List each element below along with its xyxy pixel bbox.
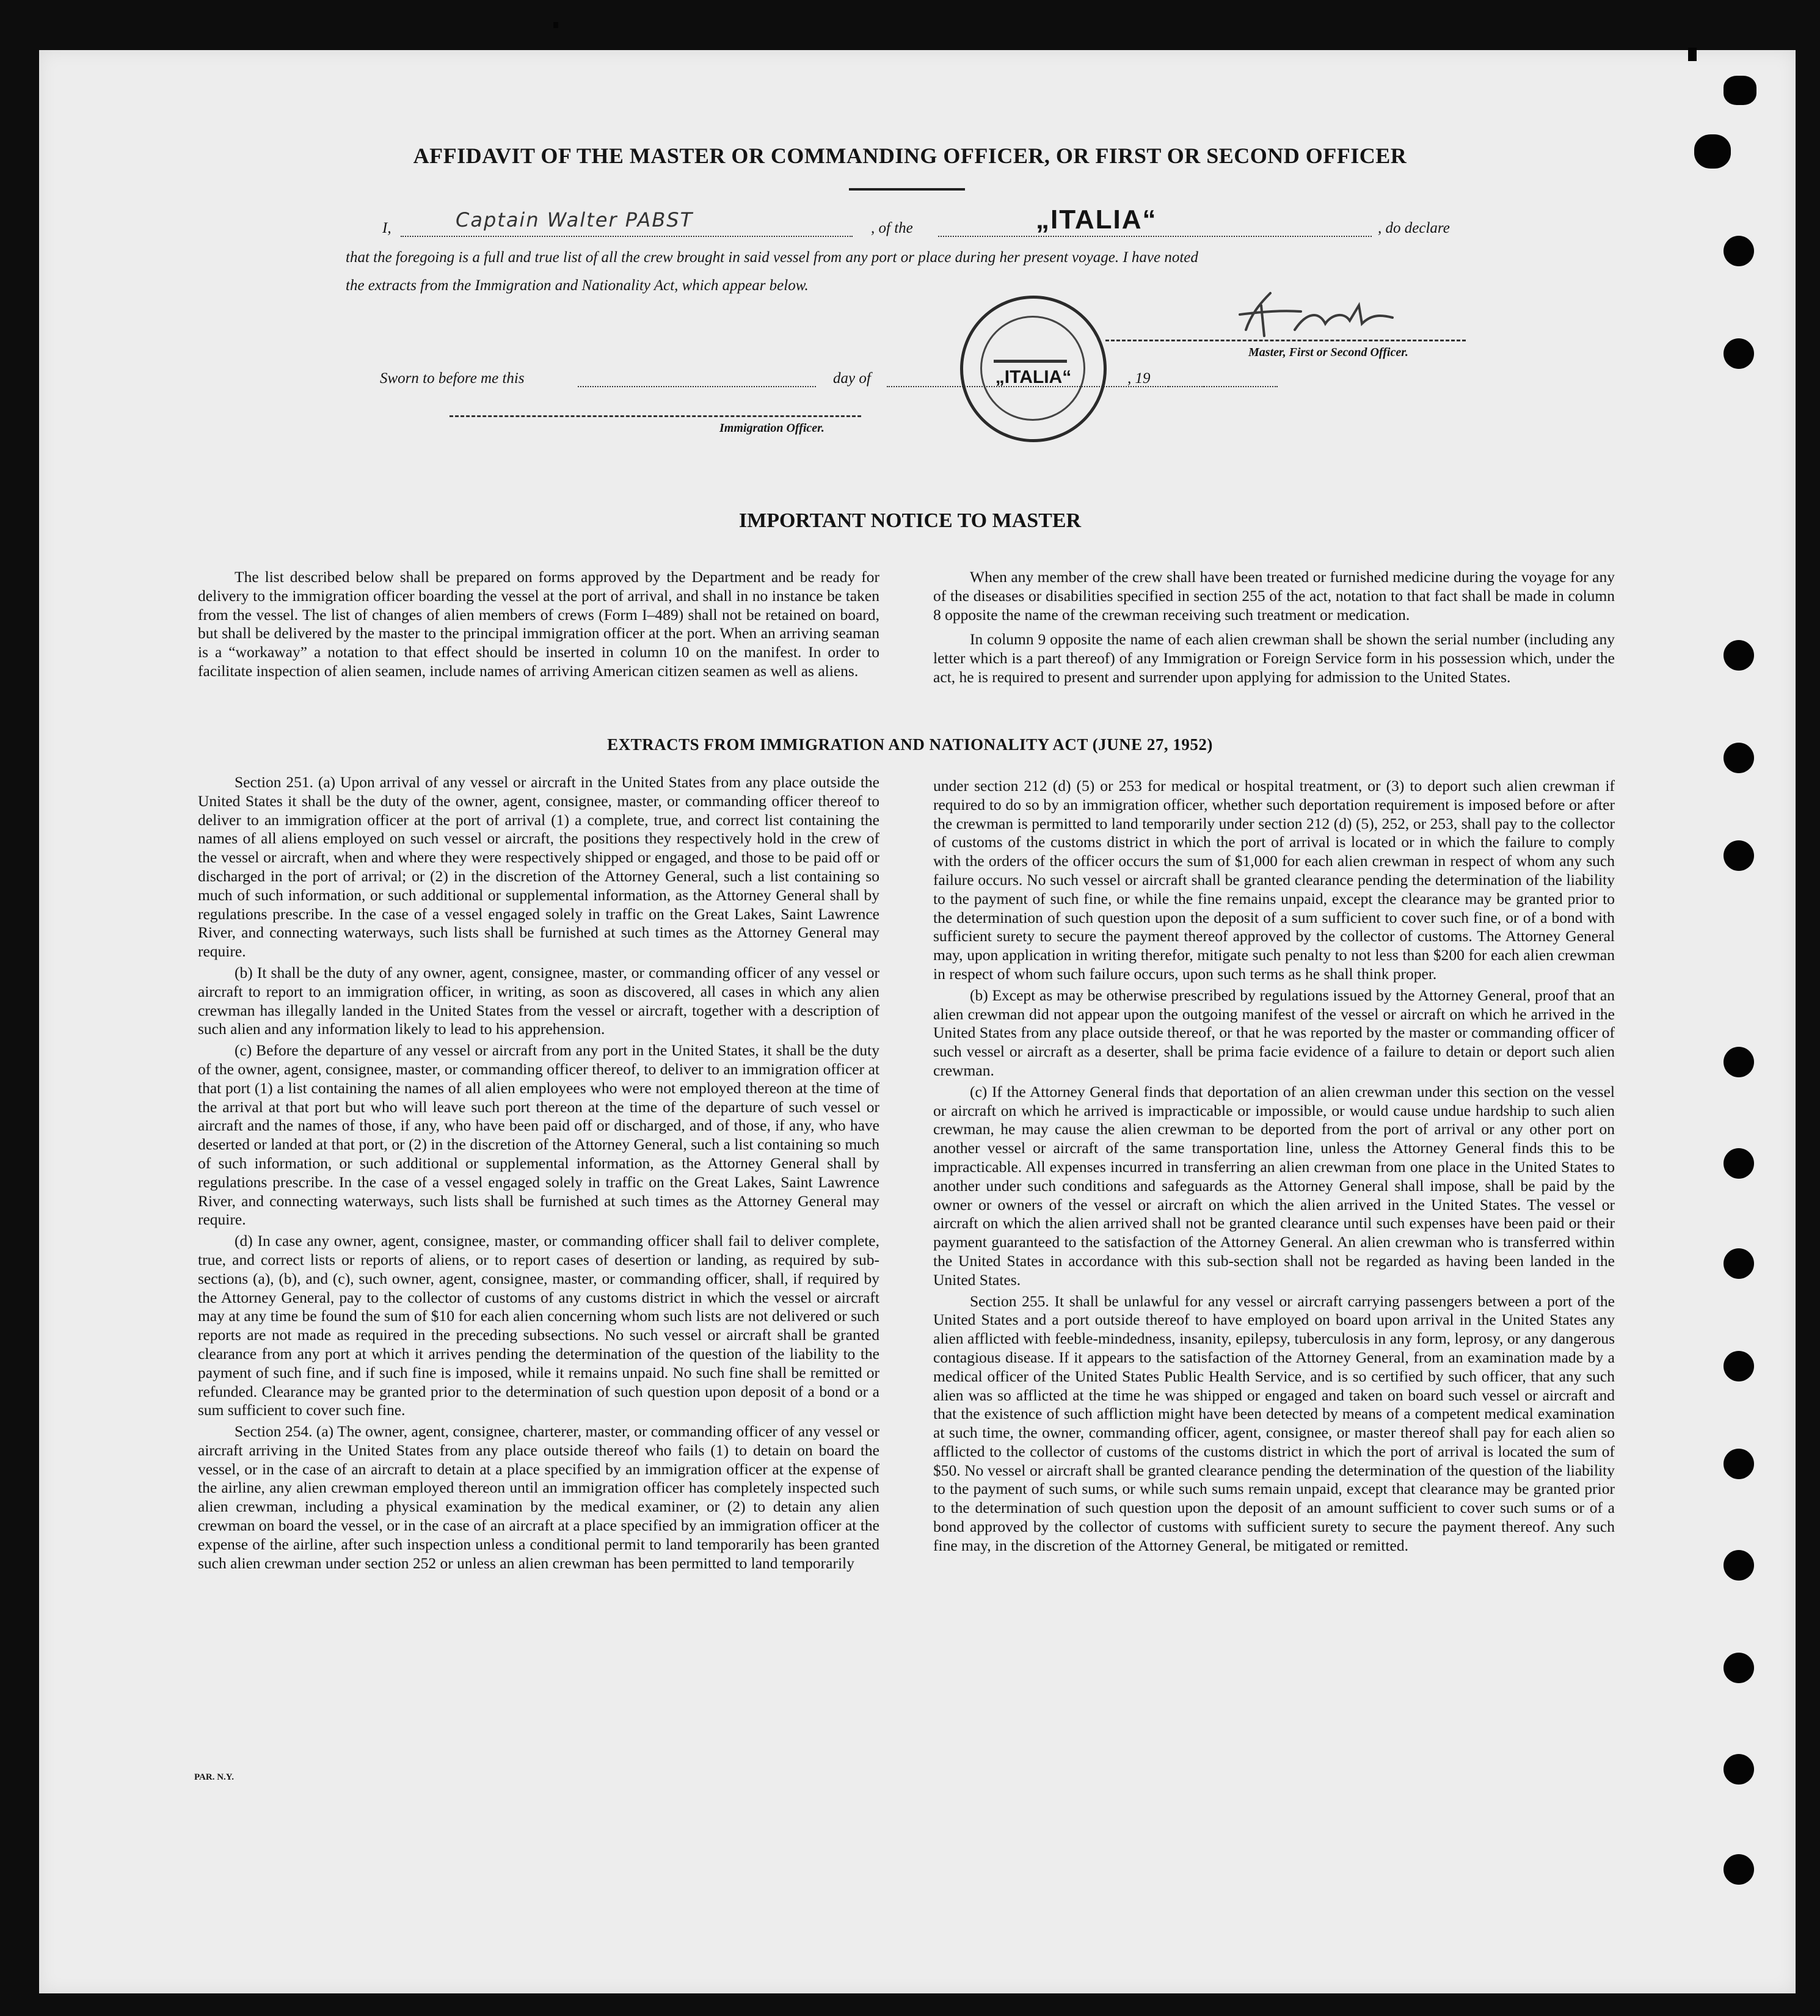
extract-paragraph: Section 255. It shall be unlawful for any vessel or aircraft carrying passengers between a port of the United States and a port outside thereof to have employed on board upon arrival in the United States any alien afflicted with feeble-mindedness, insanity, epilepsy, tuberculosis in any form, leprosy, or any dangerous contagious disease. If it appears to the satisfaction of the Attorney General, from an examination made by a medical officer of the United States Public Health Service, and is so certified by such officer, that any such alien was so afflicted at the time he was shipped or engaged and taken on board such vessel or aircraft and that the existence of such affliction might have been detected by means of a competent medical examination at such time, the owner, commanding officer, agent, consignee, or master thereof shall pay for each alien so afflicted to the collector of customs of the customs district in which the port of arrival is located the sum of $50. No vessel or aircraft shall be granted clearance pending the determination of the question of the liability to the payment of such sums, or while such sums remain unpaid, except that clearance may be granted prior to the determination of such question upon the deposit of an amount sufficient to cover such sums or of a bond approved by the collector of customs with sufficient surety to secure the payment thereof. Any such fine may, in the discretion of the Attorney General, be mitigated or remitted. [933, 1292, 1615, 1554]
binder-hole [1724, 338, 1754, 369]
binder-hole [1724, 76, 1756, 105]
sworn-year-blank [1168, 386, 1204, 387]
notice-right-paragraph-1: When any member of the crew shall have been treated or furnished medicine during the voyage for any of the diseases or disabilities specified in section 255 of the act, notation to that fact shall be made in column 8 opposite the name of the crewman receiving such treatment or medication. [933, 568, 1615, 624]
extract-paragraph: (c) If the Attorney General finds that deportation of an alien crewman under this section on the vessel or aircraft on which he arrived is impracticable or impossible, or would cause undue hardship to such alien crewman, he may cause the alien crewman to be deported from the port of arrival or any other port on another vessel or aircraft of the same transportation line, unless the Attorney General finds this to be impracticable. All expenses incurred in transferring an alien crewman from one place in the United States to another under such conditions and safeguards as the Attorney General shall impose, shall be paid by the owner or owners of the vessel or aircraft on which the alien arrived in the United States. The vessel or aircraft on which the alien arrived shall not be granted clearance until such expenses have been paid or their payment guaranteed to the satisfaction of the Attorney General. An alien crewman who is transferred within the United States in accordance with this sub-section shall not be regarded as having been landed in the United States. [933, 1082, 1615, 1289]
binder-hole [1724, 1449, 1754, 1479]
binder-hole [1724, 1754, 1754, 1785]
immigration-officer-line [450, 415, 861, 417]
binder-hole [1724, 1148, 1754, 1179]
extract-paragraph: (c) Before the departure of any vessel or aircraft from any port in the United States, it shall be the duty of the owner, agent, consignee, master, or commanding officer thereof, to deliver to an immigration officer at that port (1) a list containing the names of all alien employees who were not employed thereon at the time of the arrival at that port but who will leave such port thereon at the time of the departure of such vessel or aircraft and the names of those, if any, who have been paid off or discharged, and of those, if any, who have deserted or landed at that port, or (2) in the discretion of the Attorney General, such a list containing so much of such information, or such additional or supplemental information, as the Attorney General shall by regulations prescribe. In the case of a vessel engaged solely in traffic on the Great Lakes, Saint Lawrence River, and connecting waterways, such lists shall be furnished at such times as the Attorney General may require. [198, 1041, 879, 1229]
extract-paragraph: under section 212 (d) (5) or 253 for medical or hospital treatment, or (3) to deport such alien crewman if required to do so by an immigration officer, whether such deportation requirement is imposed before or after the crewman is permitted to land temporarily under section 212 (d) (5), 252, or 253, shall pay to the collector of customs of the customs district in which the port of arrival is located or in which the failure to comply with the orders of the officer occurs the sum of $1,000 for each alien crewman in respect of whom any such failure occurs. No such vessel or aircraft shall be granted clearance pending the determination of the liability to the payment of such fine, or while the fine remains unpaid, except the clearance may be granted prior to the determination of such question upon the deposit of a sum sufficient to cover such fine, or of a bond with sufficient surety to secure the payment thereof approved by the collector of customs. The Attorney General may, upon application in writing therefor, mitigate such penalty to not less than $200 for each alien crewman in respect of whom such failure occurs, upon such terms as he shall think proper. [933, 777, 1615, 983]
do-declare-label: , do declare [1378, 220, 1450, 236]
notice-right-paragraph-2: In column 9 opposite the name of each alien crewman shall be shown the serial number (including any letter which is a part thereof) of any Immigration or Foreign Service form in his possession which, under the act, he is required to present and surrender upon applying for admission to the United States. [933, 630, 1615, 686]
extract-paragraph: Section 254. (a) The owner, agent, consignee, charterer, master, or commanding officer of any vessel or aircraft arriving in the United States from any place outside thereof who fails (1) to detain on board the vessel, or in the case of an aircraft to detain at a place specified by an immigration officer at the expense of the airline, any alien crewman employed thereon until an immigration officer has completely inspected such alien crewman, including a physical examination by the medical examiner, or (2) to detain any alien crewman on board the vessel, or in the case of an aircraft at a place specified by an immigration officer at the expense of the airline, after such inspection unless a conditional permit to land temporarily has been granted such alien crewman under section 252 or unless an alien crewman has been permitted to land temporarily [198, 1422, 879, 1572]
stamp-vessel-name: „ITALIA“ [995, 367, 1072, 387]
title-rule [849, 188, 965, 191]
binder-hole [1724, 640, 1754, 671]
day-of-label: day of [833, 370, 871, 387]
signature-label: Master, First or Second Officer. [1248, 346, 1408, 359]
vessel-blank [938, 236, 1372, 237]
binder-hole [1724, 1854, 1754, 1885]
binder-hole [1724, 1047, 1754, 1077]
printer-mark: PAR. N.Y. [194, 1772, 235, 1782]
binder-hole [1724, 236, 1754, 266]
sworn-month-blank [887, 386, 1278, 387]
notice-left-paragraph: The list described below shall be prepared on forms approved by the Department and be ready for delivery to the immigration officer boarding the vessel at the port of arrival, and shall in no instance be taken from the vessel. The list of changes of alien members of crews (Form I–489) shall not be retained on board, but shall be delivered by the master to the principal immigration officer at the port. When an arriving seaman is a “workaway” a notation to that effect should be inserted in column 10 on the manifest. In order to facilitate inspection of alien seamen, include names of arriving American citizen seamen as well as aliens. [198, 568, 879, 680]
extract-paragraph: (b) It shall be the duty of any owner, agent, consignee, master, or commanding officer of any vessel or aircraft to report to an immigration officer, in writing, as soon as discovered, all cases in which any alien crewman has illegally landed in the United States from the vessel or aircraft, together with a description of such alien and any information likely to lead to his apprehension. [198, 963, 879, 1038]
binder-hole [1724, 1248, 1754, 1279]
extracts-left-column [198, 773, 879, 1573]
binder-hole [1724, 1351, 1754, 1381]
year-label: , 19 [1127, 370, 1151, 387]
stamp-ship-icon [994, 335, 1067, 363]
signature-line [1105, 340, 1466, 341]
immigration-officer-label: Immigration Officer. [719, 421, 824, 435]
vessel-name: „ITALIA“ [1036, 205, 1157, 235]
declaration-line-2: that the foregoing is a full and true list of all the crew brought in said vessel from any port or place during her present voyage. I have noted [346, 249, 1198, 266]
sworn-line [346, 365, 1469, 392]
declaration-line-3: the extracts from the Immigration and Nationality Act, which appear below. [346, 277, 809, 294]
notice-right-column [933, 568, 1615, 687]
extract-paragraph: (d) In case any owner, agent, consignee, master, or commanding officer shall fail to deliver complete, true, and correct lists or reports of aliens, or to report cases of desertion or landing, as required by sub-sections (a), (b), and (c), such owner, agent, consignee, master, or commanding officer, shall, if required by the Attorney General, pay to the collector of customs of any customs district in which the vessel or aircraft may at any time be found the sum of $10 for each alien concerning whom such lists are not delivered or such reports are not made as required in the preceding subsections. No such vessel or aircraft shall be granted clearance from any port at which it arrives pending the determination of the question of the liability to the payment of such fine, and if such fine is imposed, while it remains unpaid. No such fine shall be remitted or refunded. Clearance may be granted prior to the determination of such question upon deposit of a bond or a sum sufficient to cover such fine. [198, 1232, 879, 1419]
affidavit-title: AFFIDAVIT OF THE MASTER OR COMMANDING OFFICER, OR FIRST OR SECOND OFFICER [413, 144, 1407, 168]
edge-mark [1688, 48, 1697, 61]
binder-hole [1724, 1550, 1754, 1581]
of-the-label: , of the [871, 220, 913, 236]
notice-left-column [198, 568, 879, 681]
extracts-title: EXTRACTS FROM IMMIGRATION AND NATIONALITY ACT (JUNE 27, 1952) [607, 735, 1213, 754]
master-signature [1228, 287, 1405, 342]
notice-title: IMPORTANT NOTICE TO MASTER [738, 509, 1082, 532]
binder-hole [1724, 1653, 1754, 1683]
name-blank [401, 236, 853, 237]
sworn-day-blank [578, 386, 816, 387]
extract-paragraph: Section 251. (a) Upon arrival of any vessel or aircraft in the United States from any place outside the United States it shall be the duty of the owner, agent, consignee, master, or commanding officer thereof to deliver to an immigration officer at the port of arrival (1) a complete, true, and correct list containing the names of all aliens employed on such vessel or aircraft, the positions they respectively hold in the crew of the vessel or aircraft, when and where they were respectively shipped or engaged, and those to be paid off or discharged in the port of arrival; or (2) in the discretion of the Attorney General, such a list containing so much of such information, or such additional or supplemental information, as the Attorney General shall by regulations prescribe. In the case of a vessel engaged solely in traffic on the Great Lakes, Saint Lawrence River, and connecting waterways, such lists shall be furnished at such times as the Attorney General may require. [198, 773, 879, 961]
extracts-right-column [933, 777, 1615, 1556]
binder-hole [1724, 840, 1754, 871]
edge-mark [553, 22, 558, 28]
declarant-name: Captain Walter PABST [456, 208, 694, 231]
i-label: I, [382, 220, 391, 236]
extract-paragraph: (b) Except as may be otherwise prescribed by regulations issued by the Attorney General, proof that an alien crewman did not appear upon the outgoing manifest of the vessel or aircraft on which he arrived in the United States from any place outside thereof, or that he was reported by the master or commanding officer of such vessel or aircraft as a deserter, shall be prima facie evidence of a failure to detain or deport such alien crewman. [933, 986, 1615, 1079]
sworn-label: Sworn to before me this [380, 370, 525, 387]
